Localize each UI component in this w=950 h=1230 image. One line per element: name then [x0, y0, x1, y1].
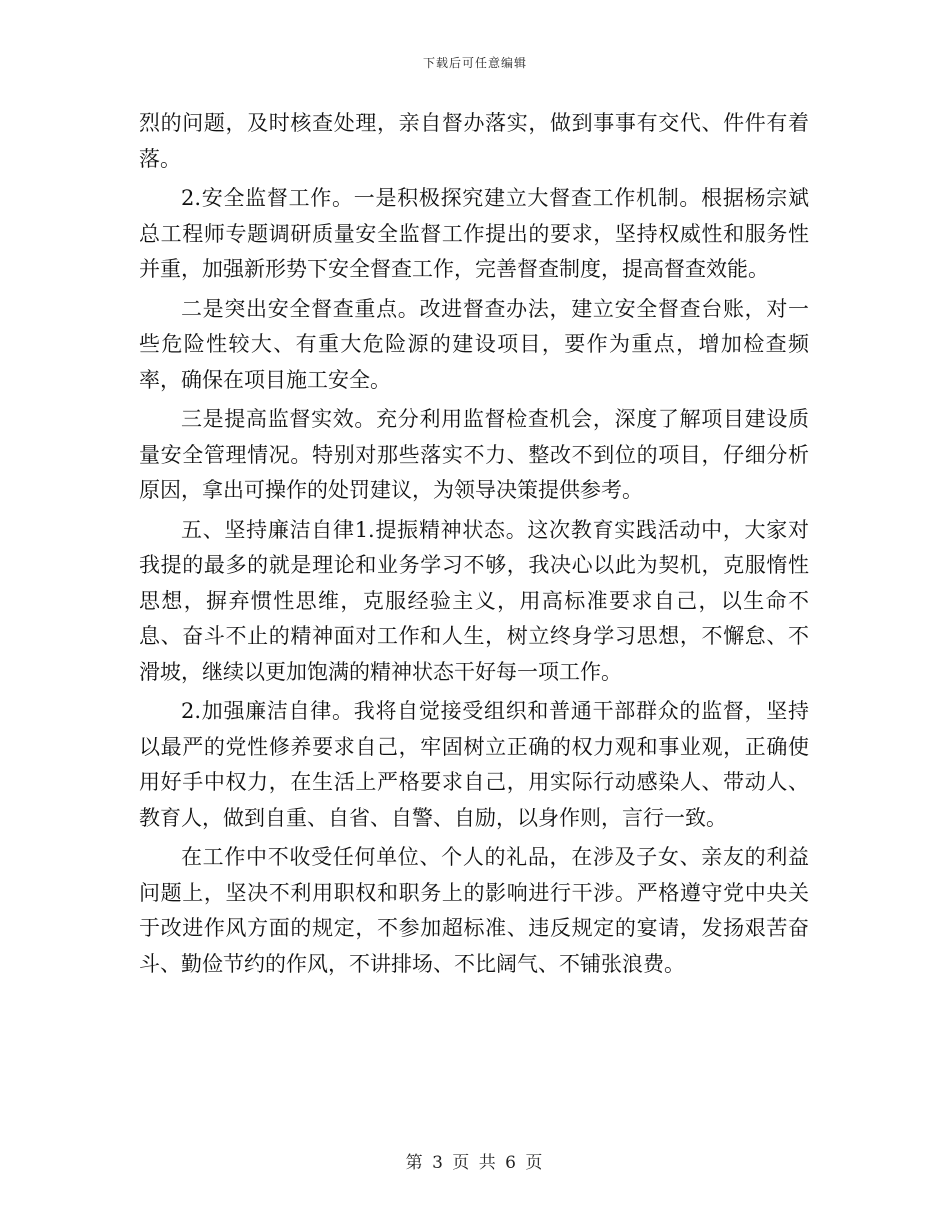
document-body — [139, 106, 809, 986]
paragraph-2: 2.安全监督工作。一是积极探究建立大督查工作机制。根据杨宗斌总工程师专题调研质量安全监督工作提出的要求，坚持权威性和服务性并重，加强新形势下安全督查工作，完善督查制度，提高督查效能。 — [139, 186, 809, 281]
paragraph-6: 2.加强廉洁自律。我将自觉接受组织和普通干部群众的监督，坚持以最严的党性修养要求自己，牢固树立正确的权力观和事业观，正确使用好手中权力，在生活上严格要求自己，用实际行动感染人、带动人、教育人，做到自重、自省、自警、自励，以身作则，言行一致。 — [139, 699, 809, 830]
paragraph-5: 五、坚持廉洁自律1.提振精神状态。这次教育实践活动中，大家对我提的最多的就是理论和业务学习不够，我决心以此为契机，克服惰性思想，摒弃惯性思维，克服经验主义，用高标准要求自己，以生命不息、奋斗不止的精神面对工作和人生，树立终身学习思想，不懈怠、不滑坡，继续以更加饱满的精神状态干好每一项工作。 — [139, 517, 809, 684]
paragraph-7: 在工作中不收受任何单位、个人的礼品，在涉及子女、亲友的利益问题上，坚决不利用职权和职务上的影响进行干涉。严格遵守党中央关于改进作风方面的规定，不参加超标准、违反规定的宴请，发扬艰苦奋斗、勤俭节约的作风，不讲排场、不比阔气、不铺张浪费。 — [139, 845, 809, 976]
page-number: 第 3 页 共 6 页 — [405, 1153, 545, 1173]
paragraph-1: 烈的问题，及时核查处理，亲自督办落实，做到事事有交代、件件有着落。 — [139, 111, 809, 171]
paragraph-3: 二是突出安全督查重点。改进督查办法，建立安全督查台账，对一些危险性较大、有重大危险源的建设项目，要作为重点，增加检查频率，确保在项目施工安全。 — [139, 296, 809, 392]
page-header: 下载后可任意编辑 — [422, 56, 527, 70]
paragraph-4: 三是提高监督实效。充分利用监督检查机会，深度了解项目建设质量安全管理情况。特别对那些落实不力、整改不到位的项目，仔细分析原因，拿出可操作的处罚建议，为领导决策提供参考。 — [139, 407, 809, 502]
